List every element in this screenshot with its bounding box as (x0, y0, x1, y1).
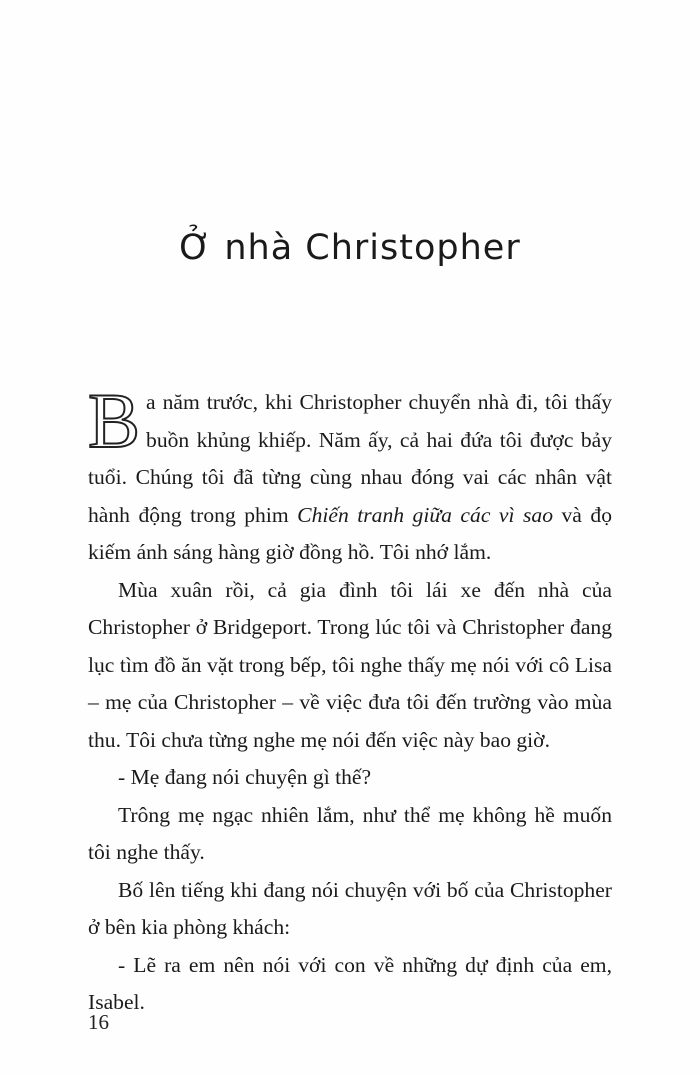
paragraph-2: Mùa xuân rồi, cả gia đình tôi lái xe đến nhà của Christopher ở Bridgeport. Trong lúc tôi và Christopher đang lục tìm đồ ăn vặt trong bếp, tôi nghe thấy mẹ nói với cô Lisa – mẹ của Christopher – về việc đưa tôi đến trường vào mùa thu. Tôi chưa từng nghe mẹ nói đến việc này bao giờ. (88, 577, 612, 752)
paragraph-1 (88, 377, 612, 572)
drop-cap: B (88, 377, 141, 464)
paragraph-1-text: a năm trước, khi Christopher chuyển nhà đi, tôi thấy buồn khủng khiếp. Năm ấy, cả hai đứa tôi được bảy tuổi. Chúng tôi đã từng cùng nhau đóng vai các nhân vật hành động trong phim (88, 390, 612, 527)
film-title: Chiến tranh giữa các vì sao (297, 502, 553, 527)
paragraph-4: Bố lên tiếng khi đang nói chuyện với bố của Christopher ở bên kia phòng khách: (88, 877, 612, 939)
dialogue-line-1: - Mẹ đang nói chuyện gì thế? (118, 765, 372, 789)
page-number: 16 (88, 1010, 109, 1034)
chapter-body (88, 377, 612, 1022)
paragraph-3: Trông mẹ ngạc nhiên lắm, như thể mẹ không hề muốn tôi nghe thấy. (88, 802, 612, 864)
chapter-title: Ở nhà Christopher (179, 228, 521, 268)
dialogue-line-2: - Lẽ ra em nên nói với con về những dự định của em, Isabel. (88, 952, 612, 1014)
paragraph-1-text-end: và đọ kiếm ánh sáng hàng giờ đồng hồ. Tôi nhớ lắm. (88, 502, 612, 564)
